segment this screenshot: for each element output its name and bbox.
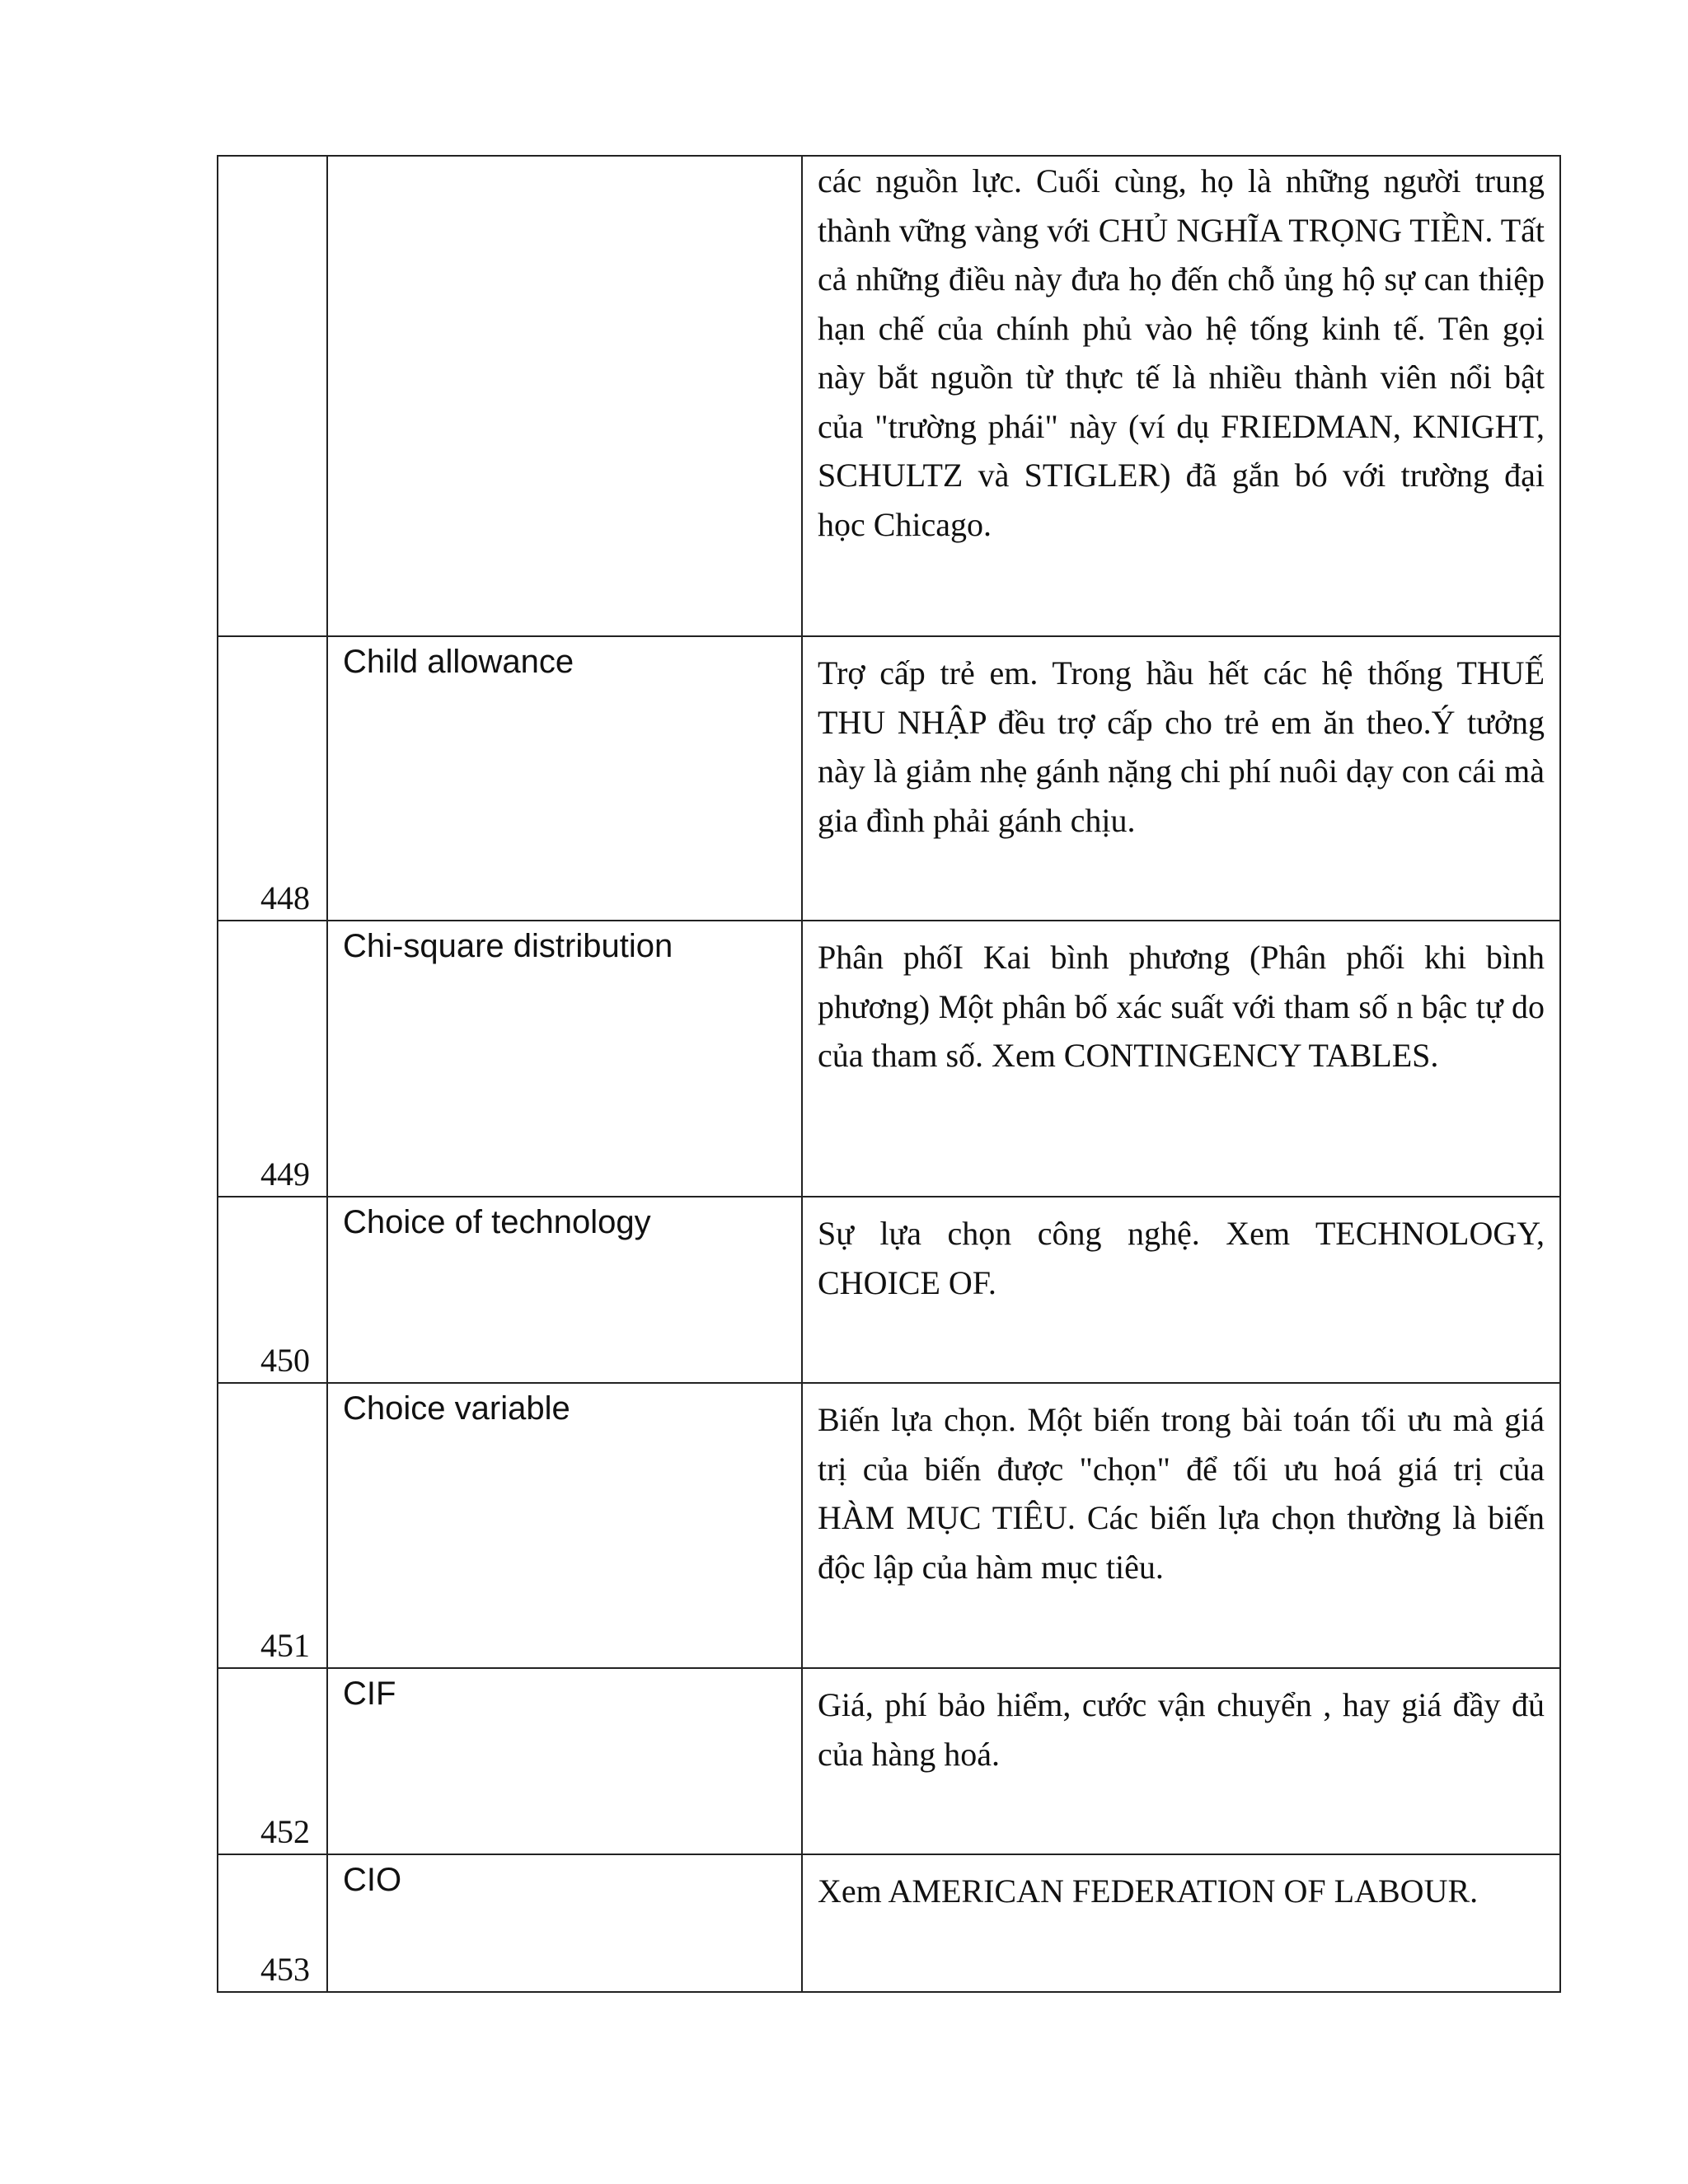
entry-definition: Trợ cấp trẻ em. Trong hầu hết các hệ thống THUẾ THU NHẬP đều trợ cấp cho trẻ em ăn theo.Ý tưởng này là giảm nhẹ gánh nặng chi phí nuôi dạy con cái mà gia đình phải gánh chịu.: [818, 654, 1545, 839]
entry-number: 453: [260, 1951, 310, 1988]
table-row: [218, 156, 1560, 636]
table-row: [218, 636, 1560, 921]
entry-number: 448: [260, 879, 310, 916]
entry-term: Chi-square distribution: [343, 928, 673, 964]
table-row: [218, 1668, 1560, 1854]
entry-definition: Sự lựa chọn công nghệ. Xem TECHNOLOGY, CHOICE OF.: [818, 1215, 1545, 1301]
entry-term: [328, 157, 801, 162]
entry-number-cell: [218, 1383, 327, 1668]
table-row: [218, 1383, 1560, 1668]
entry-number-cell: [218, 156, 327, 636]
entry-definition: các nguồn lực. Cuối cùng, họ là những người trung thành vững vàng với CHỦ NGHĨA TRỌNG TIỀN. Tất cả những điều này đưa họ đến chỗ ủng hộ sự can thiệp hạn chế của chính phủ vào hệ tống kinh tế. Tên gọi này bắt nguồn từ thực tế là nhiều thành viên nổi bật của "trường phái" này (ví dụ FRIEDMAN, KNIGHT, SCHULTZ và STIGLER) đã gắn bó với trường đại học Chicago.: [818, 162, 1545, 543]
entry-number-cell: [218, 1854, 327, 1992]
entry-definition-cell: [802, 636, 1560, 921]
glossary-table: [217, 155, 1561, 1993]
entry-definition-cell: [802, 1197, 1560, 1383]
entry-term-cell: [327, 636, 802, 921]
entry-term-cell: [327, 1197, 802, 1383]
entry-term: Choice of technology: [343, 1204, 651, 1240]
entry-term: CIO: [343, 1862, 402, 1898]
entry-definition: Phân phốI Kai bình phương (Phân phối khi bình phương) Một phân bố xác suất với tham số n bậc tự do của tham số. Xem CONTINGENCY TABLES.: [818, 939, 1545, 1074]
table-row: [218, 1854, 1560, 1992]
entry-number: 452: [260, 1813, 310, 1850]
entry-term: CIF: [343, 1675, 396, 1712]
entry-term: Choice variable: [343, 1390, 570, 1427]
table-row: [218, 921, 1560, 1197]
entry-number-cell: [218, 921, 327, 1197]
table-row: [218, 1197, 1560, 1383]
entry-number: 450: [260, 1342, 310, 1379]
entry-term-cell: [327, 1854, 802, 1992]
entry-definition-cell: [802, 921, 1560, 1197]
entry-definition: Xem AMERICAN FEDERATION OF LABOUR.: [818, 1872, 1479, 1910]
entry-term-cell: [327, 1668, 802, 1854]
entry-number: 451: [260, 1627, 310, 1664]
entry-definition-cell: [802, 156, 1560, 636]
entry-definition: Giá, phí bảo hiểm, cước vận chuyển , hay giá đầy đủ của hàng hoá.: [818, 1686, 1545, 1773]
entry-number: 449: [260, 1155, 310, 1193]
entry-definition-cell: [802, 1854, 1560, 1992]
entry-definition: Biến lựa chọn. Một biến trong bài toán tối ưu mà giá trị của biến được "chọn" để tối ưu hoá giá trị của HÀM MỤC TIÊU. Các biến lựa chọn thường là biến độc lập của hàm mục tiêu.: [818, 1401, 1545, 1586]
entry-number-cell: [218, 1197, 327, 1383]
entry-definition-cell: [802, 1668, 1560, 1854]
entry-term-cell: [327, 156, 802, 636]
entry-number-cell: [218, 636, 327, 921]
entry-term-cell: [327, 1383, 802, 1668]
entry-term-cell: [327, 921, 802, 1197]
entry-term: Child allowance: [343, 644, 574, 680]
entry-number: [218, 634, 326, 635]
entry-number-cell: [218, 1668, 327, 1854]
entry-definition-cell: [802, 1383, 1560, 1668]
